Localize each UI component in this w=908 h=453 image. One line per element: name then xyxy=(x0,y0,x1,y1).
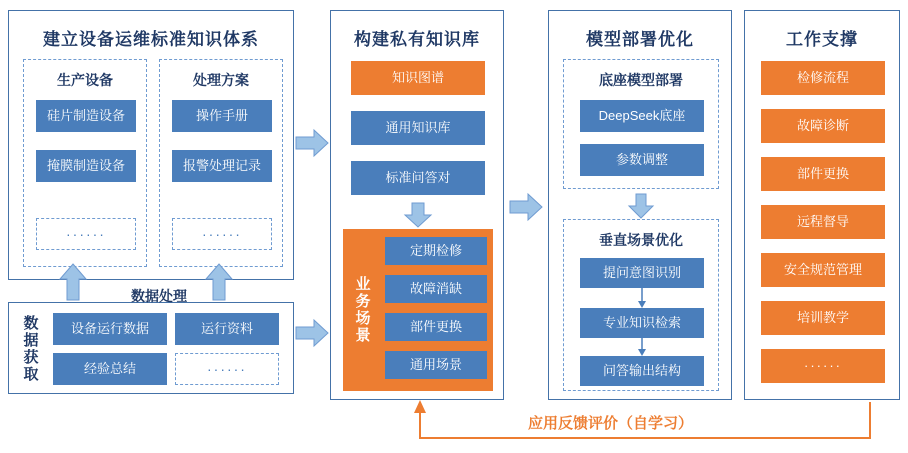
subpanel-vertical-scenario-title: 垂直场景优化 xyxy=(599,232,683,248)
data-processing-label: 数据处理 xyxy=(131,288,187,304)
box-training-teaching[interactable]: 培训教学 xyxy=(761,301,885,335)
data-acquisition-label: 数据获取 xyxy=(21,315,39,383)
box-work-support-dots: ······ xyxy=(761,349,885,383)
box-standard-qa-pairs[interactable]: 标准问答对 xyxy=(351,161,485,195)
box-general-knowledge-base[interactable]: 通用知识库 xyxy=(351,111,485,145)
arrow-up-right xyxy=(204,262,234,307)
panel-work-support-title: 工作支撑 xyxy=(786,30,858,49)
arrow-line-intent-to-retrieval xyxy=(636,288,648,308)
subpanel-production-equipment-title: 生产设备 xyxy=(57,72,113,88)
box-inspection-process[interactable]: 检修流程 xyxy=(761,61,885,95)
panel-model-deployment xyxy=(548,10,732,400)
panel-knowledge-system xyxy=(8,10,294,280)
subpanel-vertical-scenario-opt xyxy=(563,219,719,391)
box-parameter-tuning[interactable]: 参数调整 xyxy=(580,144,704,176)
box-remote-supervision[interactable]: 远程督导 xyxy=(761,205,885,239)
subpanel-processing-plan xyxy=(159,59,283,267)
box-part-replacement[interactable]: 部件更换 xyxy=(761,157,885,191)
arrow-line-retrieval-to-output xyxy=(636,338,648,356)
box-general-scenario[interactable]: 通用场景 xyxy=(385,351,487,379)
group-business-scenarios xyxy=(343,229,493,391)
panel-private-knowledge-base-title: 构建私有知识库 xyxy=(354,30,480,49)
arrow-right-middle xyxy=(508,192,544,227)
box-silicon-wafer-equipment[interactable]: 硅片制造设备 xyxy=(36,100,136,132)
box-mask-equipment[interactable]: 掩膜制造设备 xyxy=(36,150,136,182)
box-qa-output-structure[interactable]: 问答输出结构 xyxy=(580,356,704,386)
panel-model-deployment-title: 模型部署优化 xyxy=(586,30,694,49)
subpanel-base-model-title: 底座模型部署 xyxy=(599,72,683,88)
box-fault-elimination[interactable]: 故障消缺 xyxy=(385,275,487,303)
box-operation-manual[interactable]: 操作手册 xyxy=(172,100,272,132)
box-experience-summary[interactable]: 经验总结 xyxy=(53,353,167,385)
box-running-materials[interactable]: 运行资料 xyxy=(175,313,279,345)
box-intent-recognition[interactable]: 提问意图识别 xyxy=(580,258,704,288)
arrow-up-left xyxy=(58,262,88,307)
box-alarm-records[interactable]: 报警处理记录 xyxy=(172,150,272,182)
subpanel-production-equipment xyxy=(23,59,147,267)
box-periodic-inspection[interactable]: 定期检修 xyxy=(385,237,487,265)
subpanel-base-model-deployment xyxy=(563,59,719,189)
subpanel-processing-plan-title: 处理方案 xyxy=(193,72,249,88)
box-equipment-running-data[interactable]: 设备运行数据 xyxy=(53,313,167,345)
arrow-right-top xyxy=(294,128,330,163)
panel-private-knowledge-base xyxy=(330,10,504,400)
dots-processing-plan: ······ xyxy=(172,218,272,250)
box-safety-management[interactable]: 安全规范管理 xyxy=(761,253,885,287)
business-scenario-label: 业务场景 xyxy=(353,276,371,344)
box-deepseek-base[interactable]: DeepSeek底座 xyxy=(580,100,704,132)
panel-work-support xyxy=(744,10,900,400)
arrow-right-bottom xyxy=(294,318,330,353)
dots-data-acquisition: ······ xyxy=(175,353,279,385)
box-professional-retrieval[interactable]: 专业知识检索 xyxy=(580,308,704,338)
box-part-replacement-scenario[interactable]: 部件更换 xyxy=(385,313,487,341)
box-fault-diagnosis[interactable]: 故障诊断 xyxy=(761,109,885,143)
dots-production-equipment: ······ xyxy=(36,218,136,250)
panel-knowledge-system-title: 建立设备运维标准知识体系 xyxy=(43,30,259,49)
panel-data-acquisition xyxy=(8,302,294,394)
feedback-label: 应用反馈评价（自学习） xyxy=(528,415,694,432)
box-knowledge-graph[interactable]: 知识图谱 xyxy=(351,61,485,95)
